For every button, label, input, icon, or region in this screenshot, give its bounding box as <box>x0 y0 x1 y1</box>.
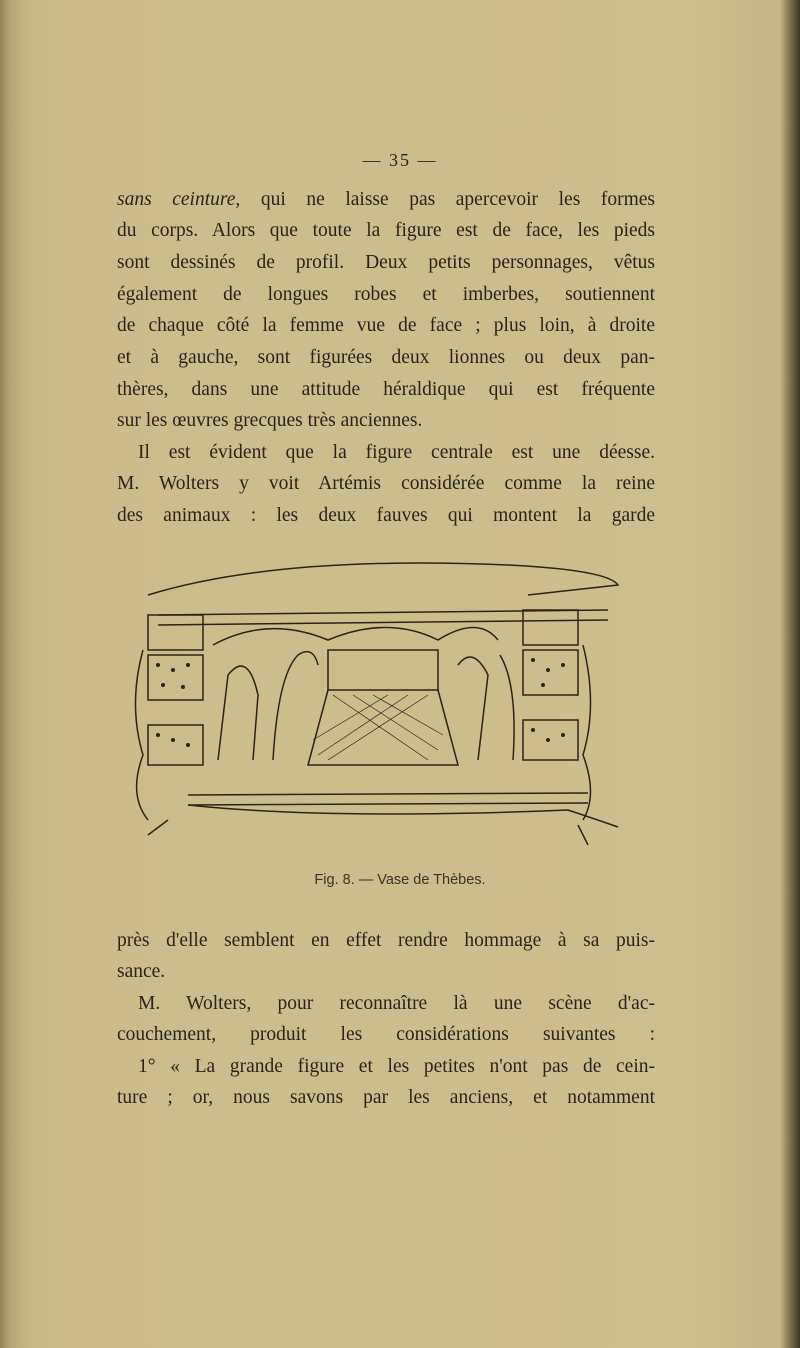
text-line <box>117 188 655 212</box>
text-line: de chaque côté la femme vue de face ; plus loin, à droite <box>117 315 655 336</box>
text-line: Il est évident que la figure centrale est une déesse. <box>138 442 655 463</box>
text-line: M. Wolters y voit Artémis considérée comme la reine <box>117 473 655 494</box>
italic-phrase: sans ceinture, <box>117 189 241 210</box>
text-line: et à gauche, sont figurées deux lionnes ou deux pan- <box>117 347 655 368</box>
text-fragment: qui ne laisse pas apercevoir les formes <box>240 189 655 210</box>
text-line: 1° « La grande figure et les petites n'ont pas de cein- <box>138 1056 655 1077</box>
text-line: ture ; or, nous savons par les anciens, et notamment <box>117 1087 655 1108</box>
text-line: couchement, produit les considérations suivantes : <box>117 1024 655 1045</box>
text-line: près d'elle semblent en effet rendre hommage à sa puis- <box>117 930 655 951</box>
text-line: sont dessinés de profil. Deux petits personnages, vêtus <box>117 252 655 273</box>
text-line: sance. <box>117 961 166 982</box>
text-line: M. Wolters, pour reconnaître là une scène d'ac- <box>138 993 655 1014</box>
text-line: sur les œuvres grecques très anciennes. <box>117 410 423 431</box>
text-line: thères, dans une attitude héraldique qui est fréquente <box>117 379 655 400</box>
text-line: du corps. Alors que toute la figure est de face, les pieds <box>117 220 655 241</box>
figure-caption: Fig. 8. — Vase de Thèbes. <box>314 872 486 888</box>
vase-illustration <box>128 555 643 860</box>
text-line: également de longues robes et imberbes, soutiennent <box>117 284 655 305</box>
page-number: — 35 — <box>362 150 438 170</box>
text-line: des animaux : les deux fauves qui montent la garde <box>117 505 655 526</box>
